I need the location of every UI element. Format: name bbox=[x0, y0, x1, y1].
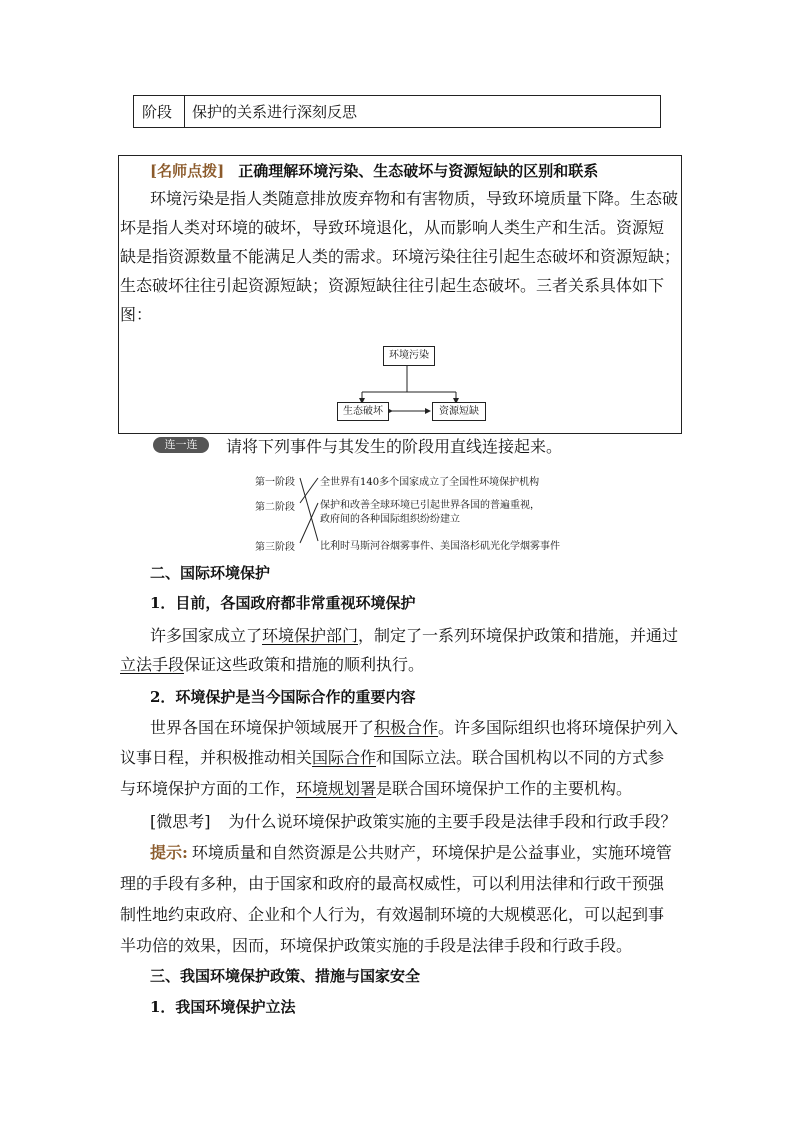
section-heading: 二、国际环境保护 bbox=[150, 564, 271, 582]
body-line: 立法手段保证这些政策和措施的顺利执行。 bbox=[120, 655, 425, 674]
stage-label-1: 第一阶段 bbox=[255, 477, 295, 488]
continuation-table bbox=[133, 95, 661, 128]
event-2-line1: 保护和改善全球环境已引起世界各国的普遍重视， bbox=[320, 500, 540, 511]
event-1: 全世界有140多个国家成立了全国性环境保护机构 bbox=[320, 477, 540, 488]
body-line: 与环境保护方面的工作，环境规划署是联合国环境保护工作的主要机构。 bbox=[120, 779, 633, 798]
subsection-heading: 1．目前，各国政府都非常重视环境保护 bbox=[150, 594, 416, 612]
hint-line: 制性地约束政府、企业和个人行为，有效遏制环境的大规模恶化，可以起到事 bbox=[120, 905, 665, 924]
tip-line: 图： bbox=[120, 305, 153, 324]
subsection-heading: 1．我国环境保护立法 bbox=[150, 998, 296, 1016]
hint-label: 提示: bbox=[150, 843, 188, 862]
table-stage-label: 阶段 bbox=[142, 103, 173, 121]
section-heading: 三、我国环境保护政策、措施与国家安全 bbox=[150, 967, 421, 985]
tip-line: 坏是指人类对环境的破坏，导致环境退化，从而影响人类生产和生活。资源短 bbox=[120, 218, 665, 237]
body-line: 许多国家成立了环境保护部门，制定了一系列环境保护政策和措施，并通过 bbox=[150, 626, 679, 645]
stage-label-2: 第二阶段 bbox=[255, 502, 295, 513]
tip-line: 缺是指资源数量不能满足人类的需求。环境污染往往引起生态破坏和资源短缺； bbox=[120, 247, 681, 266]
body-line: 世界各国在环境保护领域展开了积极合作。许多国际组织也将环境保护列入 bbox=[150, 718, 679, 737]
stage-label-3: 第三阶段 bbox=[255, 542, 295, 553]
table-content-text: 保护的关系进行深刻反思 bbox=[192, 103, 358, 121]
tip-line: 生态破坏往往引起资源短缺；资源短缺往往引起生态破坏。三者关系具体如下 bbox=[120, 276, 665, 295]
diagram-node-pollution: 环境污染 bbox=[383, 346, 435, 366]
hint-line: 提示: 环境质量和自然资源是公共财产，环境保护是公益事业，实施环境管 bbox=[150, 843, 672, 862]
diagram-node-resource: 资源短缺 bbox=[432, 402, 486, 421]
think-question: [微思考] 为什么说环境保护政策实施的主要手段是法律手段和行政手段？ bbox=[150, 812, 677, 831]
subsection-heading: 2．环境保护是当今国际合作的重要内容 bbox=[150, 688, 416, 706]
teacher-tip-title: 正确理解环境污染、生态破坏与资源短缺的区别和联系 bbox=[238, 162, 599, 180]
hint-line: 理的手段有多种，由于国家和政府的最高权威性，可以利用法律和行政干预强 bbox=[120, 874, 665, 893]
link-exercise-title: 请将下列事件与其发生的阶段用直线连接起来。 bbox=[226, 437, 563, 456]
hint-line: 半功倍的效果，因而，环境保护政策实施的手段是法律手段和行政手段。 bbox=[120, 936, 633, 955]
think-tag: [微思考] bbox=[150, 812, 211, 831]
link-exercise-tag: 连一连 bbox=[153, 437, 209, 453]
body-line: 议事日程，并积极推动相关国际合作和国际立法。联合国机构以不同的方式参 bbox=[120, 748, 665, 767]
connecting-lines bbox=[298, 470, 322, 555]
event-2-line2: 政府间的各种国际组织纷纷建立 bbox=[320, 514, 460, 525]
diagram-node-ecology: 生态破坏 bbox=[337, 402, 389, 421]
teacher-tip-tag: [名师点拨] bbox=[150, 162, 225, 180]
event-3: 比利时马斯河谷烟雾事件、美国洛杉矶光化学烟雾事件 bbox=[320, 541, 560, 552]
teacher-tip-heading bbox=[150, 160, 598, 181]
tip-line: 环境污染是指人类随意排放废弃物和有害物质，导致环境质量下降。生态破 bbox=[150, 189, 679, 208]
